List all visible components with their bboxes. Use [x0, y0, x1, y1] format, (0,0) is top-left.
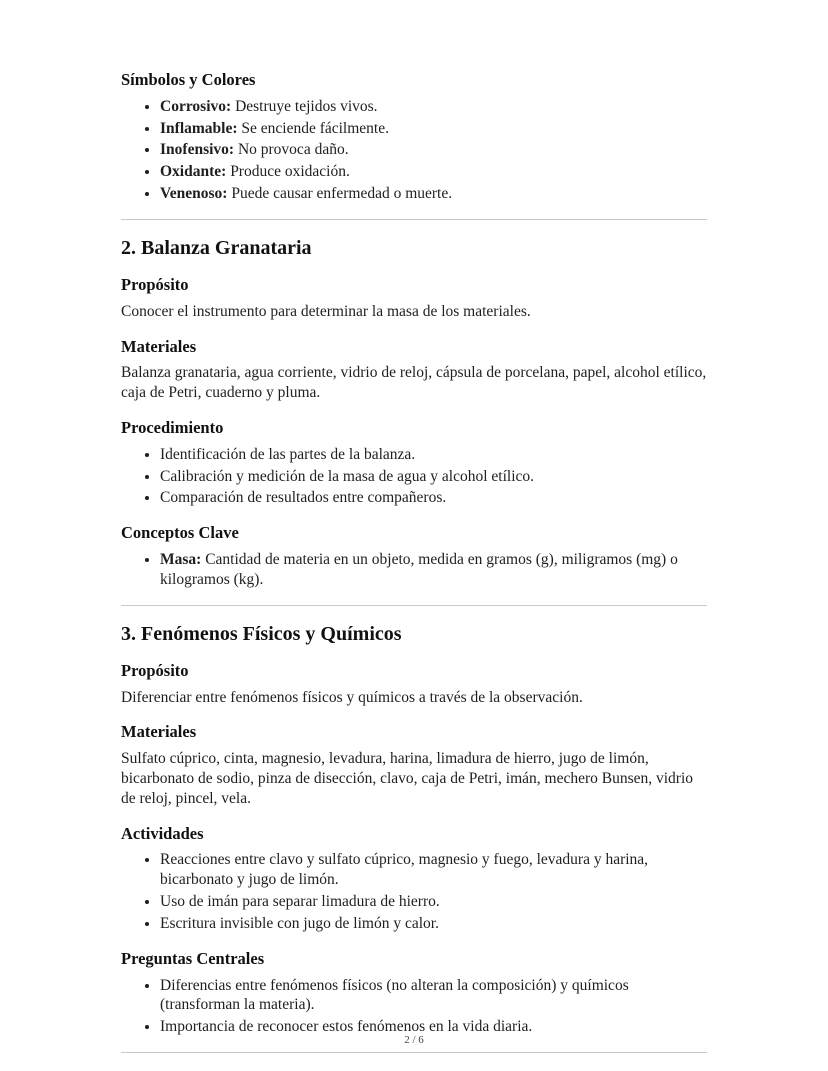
- item-label: Oxidante:: [160, 163, 227, 181]
- item-text: No provoca daño.: [237, 141, 349, 159]
- list-item: [160, 97, 707, 117]
- list-item: • Identificación de las partes de la balanza.: [160, 445, 707, 465]
- paragraph-materiales-fenomenos: Sulfato cúprico, cinta, magnesio, levadura, harina, limadura de hierro, jugo de limón, bicarbonato de sodio, pinza de disección, clavo, caja de Petri, imán, mechero Bunsen, vidrio de reloj, pincel, vela.: [121, 750, 694, 807]
- heading-balanza-granataria: 2. Balanza Granataria: [121, 236, 312, 259]
- item-text: Se enciende fácilmente.: [241, 119, 389, 137]
- heading-simbolos-y-colores: Símbolos y Colores: [121, 70, 256, 89]
- item-label: Corrosivo:: [160, 97, 232, 115]
- list-item: • Comparación de resultados entre compañeros.: [160, 488, 707, 508]
- symbols-list: [121, 97, 707, 204]
- section-divider: [121, 219, 707, 220]
- document-content: [121, 70, 707, 1066]
- list-item: • Uso de imán para separar limadura de hierro.: [160, 892, 707, 912]
- item-text: Cantidad de materia en un objeto, medida en gramos (g), miligramos (mg) o kilogramos (kg).: [160, 551, 678, 588]
- item-label: Inofensivo:: [160, 141, 235, 159]
- item-text: Destruye tejidos vivos.: [235, 97, 378, 115]
- list-item: [160, 140, 707, 160]
- list-item: [160, 184, 707, 204]
- conceptos-list: [121, 550, 707, 590]
- list-item: [160, 162, 707, 182]
- heading-actividades: Actividades: [121, 823, 204, 843]
- heading-conceptos-clave: Conceptos Clave: [121, 523, 239, 543]
- item-label: Inflamable:: [160, 119, 238, 137]
- heading-materiales-balanza: Materiales: [121, 336, 197, 356]
- actividades-list: [121, 850, 707, 933]
- paragraph-proposito-balanza: Conocer el instrumento para determinar la masa de los materiales.: [121, 302, 531, 320]
- section-divider: [121, 605, 707, 606]
- heading-preguntas-centrales: Preguntas Centrales: [121, 948, 265, 968]
- item-text: Produce oxidación.: [230, 163, 350, 181]
- heading-proposito-balanza: Propósito: [121, 274, 189, 294]
- paragraph-proposito-fenomenos: Diferenciar entre fenómenos físicos y químicos a través de la observación.: [121, 688, 583, 706]
- heading-procedimiento: Procedimiento: [121, 418, 224, 438]
- heading-proposito-fenomenos: Propósito: [121, 660, 189, 680]
- procedimiento-list: [121, 445, 707, 508]
- item-label: Masa:: [160, 551, 202, 569]
- list-item: • Diferencias entre fenómenos físicos (no alteran la composición) y químicos (transforman la materia).: [160, 976, 707, 1016]
- page-number: 2 / 6: [404, 1034, 424, 1046]
- list-item: • Escritura invisible con jugo de limón y calor.: [160, 914, 707, 934]
- list-item: [160, 550, 707, 590]
- list-item: • Calibración y medición de la masa de agua y alcohol etílico.: [160, 467, 707, 487]
- list-item: • Reacciones entre clavo y sulfato cúprico, magnesio y fuego, levadura y harina, bicarbonato y jugo de limón.: [160, 850, 707, 890]
- section-divider: [121, 1052, 707, 1053]
- paragraph-materiales-balanza: Balanza granataria, agua corriente, vidrio de reloj, cápsula de porcelana, papel, alcohol etílico, caja de Petri, cuaderno y pluma.: [121, 364, 707, 402]
- list-item: • Importancia de reconocer estos fenómenos en la vida diaria.: [160, 1017, 707, 1037]
- heading-materiales-fenomenos: Materiales: [121, 722, 197, 742]
- preguntas-list: [121, 976, 707, 1037]
- list-item: [160, 119, 707, 139]
- heading-fenomenos: 3. Fenómenos Físicos y Químicos: [121, 622, 402, 645]
- item-label: Venenoso:: [160, 185, 228, 203]
- item-text: Puede causar enfermedad o muerte.: [231, 185, 453, 203]
